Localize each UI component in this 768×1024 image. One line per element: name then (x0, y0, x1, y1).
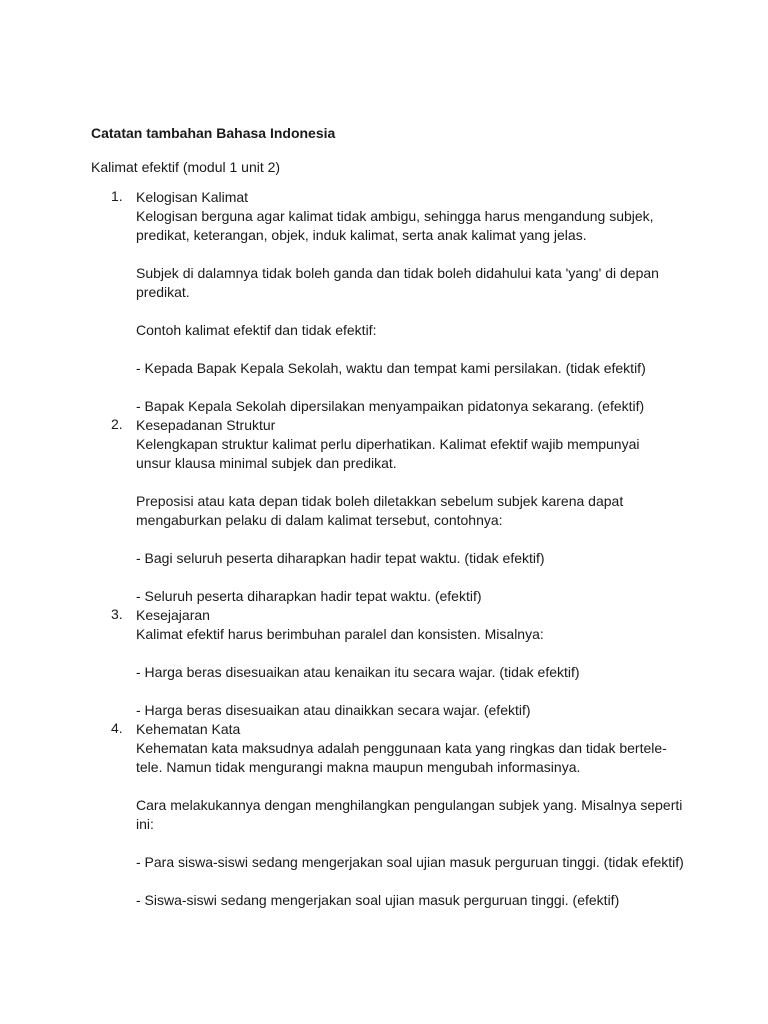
item-number: 4. (111, 720, 123, 736)
example-line: - Bapak Kepala Sekolah dipersilakan menyampaikan pidatonya sekarang. (efektif) (136, 398, 645, 414)
blank-line (136, 834, 676, 853)
example-line: - Kepada Bapak Kepala Sekolah, waktu dan tempat kami persilakan. (tidak efektif) (136, 360, 646, 376)
item-body (136, 416, 676, 606)
item-body (136, 720, 684, 910)
paragraph-line: Contoh kalimat efektif dan tidak efektif: (136, 322, 377, 338)
example-line: - Harga beras disesuaikan atau dinaikkan secara wajar. (efektif) (136, 702, 531, 718)
paragraph-line: tele. Namun tidak mengurangi makna maupun mengubah informasinya. (136, 759, 581, 775)
paragraph-line: Cara melakukannya dengan menghilangkan pengulangan subjek yang. Misalnya seperti (136, 797, 683, 813)
example-line: - Harga beras disesuaikan atau kenaikan itu secara wajar. (tidak efektif) (136, 664, 580, 680)
blank-line (136, 682, 676, 701)
blank-line (136, 340, 676, 359)
example-line: - Seluruh peserta diharapkan hadir tepat waktu. (efektif) (136, 588, 482, 604)
paragraph-line: Kelogisan berguna agar kalimat tidak ambigu, sehingga harus mengandung subjek, (136, 208, 654, 224)
item-heading: Kelogisan Kalimat (136, 189, 249, 205)
example-line: - Para siswa-siswi sedang mengerjakan soal ujian masuk perguruan tinggi. (tidak efektif) (136, 854, 684, 870)
paragraph-line: ini: (136, 816, 154, 832)
item-body (136, 606, 676, 720)
blank-line (136, 530, 676, 549)
item-body (136, 188, 676, 416)
document-subtitle: Kalimat efektif (modul 1 unit 2) (91, 159, 281, 175)
paragraph-line: mengaburkan pelaku di dalam kalimat tersebut, contohnya: (136, 512, 503, 528)
paragraph-line: predikat. (136, 284, 190, 300)
paragraph-line: Kalimat efektif harus berimbuhan paralel dan konsisten. Misalnya: (136, 626, 544, 642)
item-number: 1. (111, 188, 123, 204)
blank-line (136, 872, 676, 891)
blank-line (136, 777, 676, 796)
paragraph-line: Kelengkapan struktur kalimat perlu diperhatikan. Kalimat efektif wajib mempunyai (136, 436, 640, 452)
item-number: 2. (111, 416, 123, 432)
blank-line (136, 378, 676, 397)
blank-line (136, 568, 676, 587)
blank-line (136, 473, 676, 492)
paragraph-line: Subjek di dalamnya tidak boleh ganda dan tidak boleh didahului kata 'yang' di depan (136, 265, 659, 281)
item-heading: Kehematan Kata (136, 721, 241, 737)
paragraph-line: predikat, keterangan, objek, induk kalimat, serta anak kalimat yang jelas. (136, 227, 587, 243)
item-number: 3. (111, 606, 123, 622)
example-line: - Bagi seluruh peserta diharapkan hadir tepat waktu. (tidak efektif) (136, 550, 545, 566)
paragraph-line: unsur klausa minimal subjek dan predikat. (136, 455, 397, 471)
example-line: - Siswa-siswi sedang mengerjakan soal ujian masuk perguruan tinggi. (efektif) (136, 892, 620, 908)
blank-line (136, 644, 676, 663)
paragraph-line: Preposisi atau kata depan tidak boleh diletakkan sebelum subjek karena dapat (136, 493, 624, 509)
document-title: Catatan tambahan Bahasa Indonesia (91, 125, 336, 141)
item-heading: Kesepadanan Struktur (136, 417, 276, 433)
item-heading: Kesejajaran (136, 607, 210, 623)
blank-line (136, 302, 676, 321)
paragraph-line: Kehematan kata maksudnya adalah penggunaan kata yang ringkas dan tidak bertele- (136, 740, 667, 756)
blank-line (136, 245, 676, 264)
